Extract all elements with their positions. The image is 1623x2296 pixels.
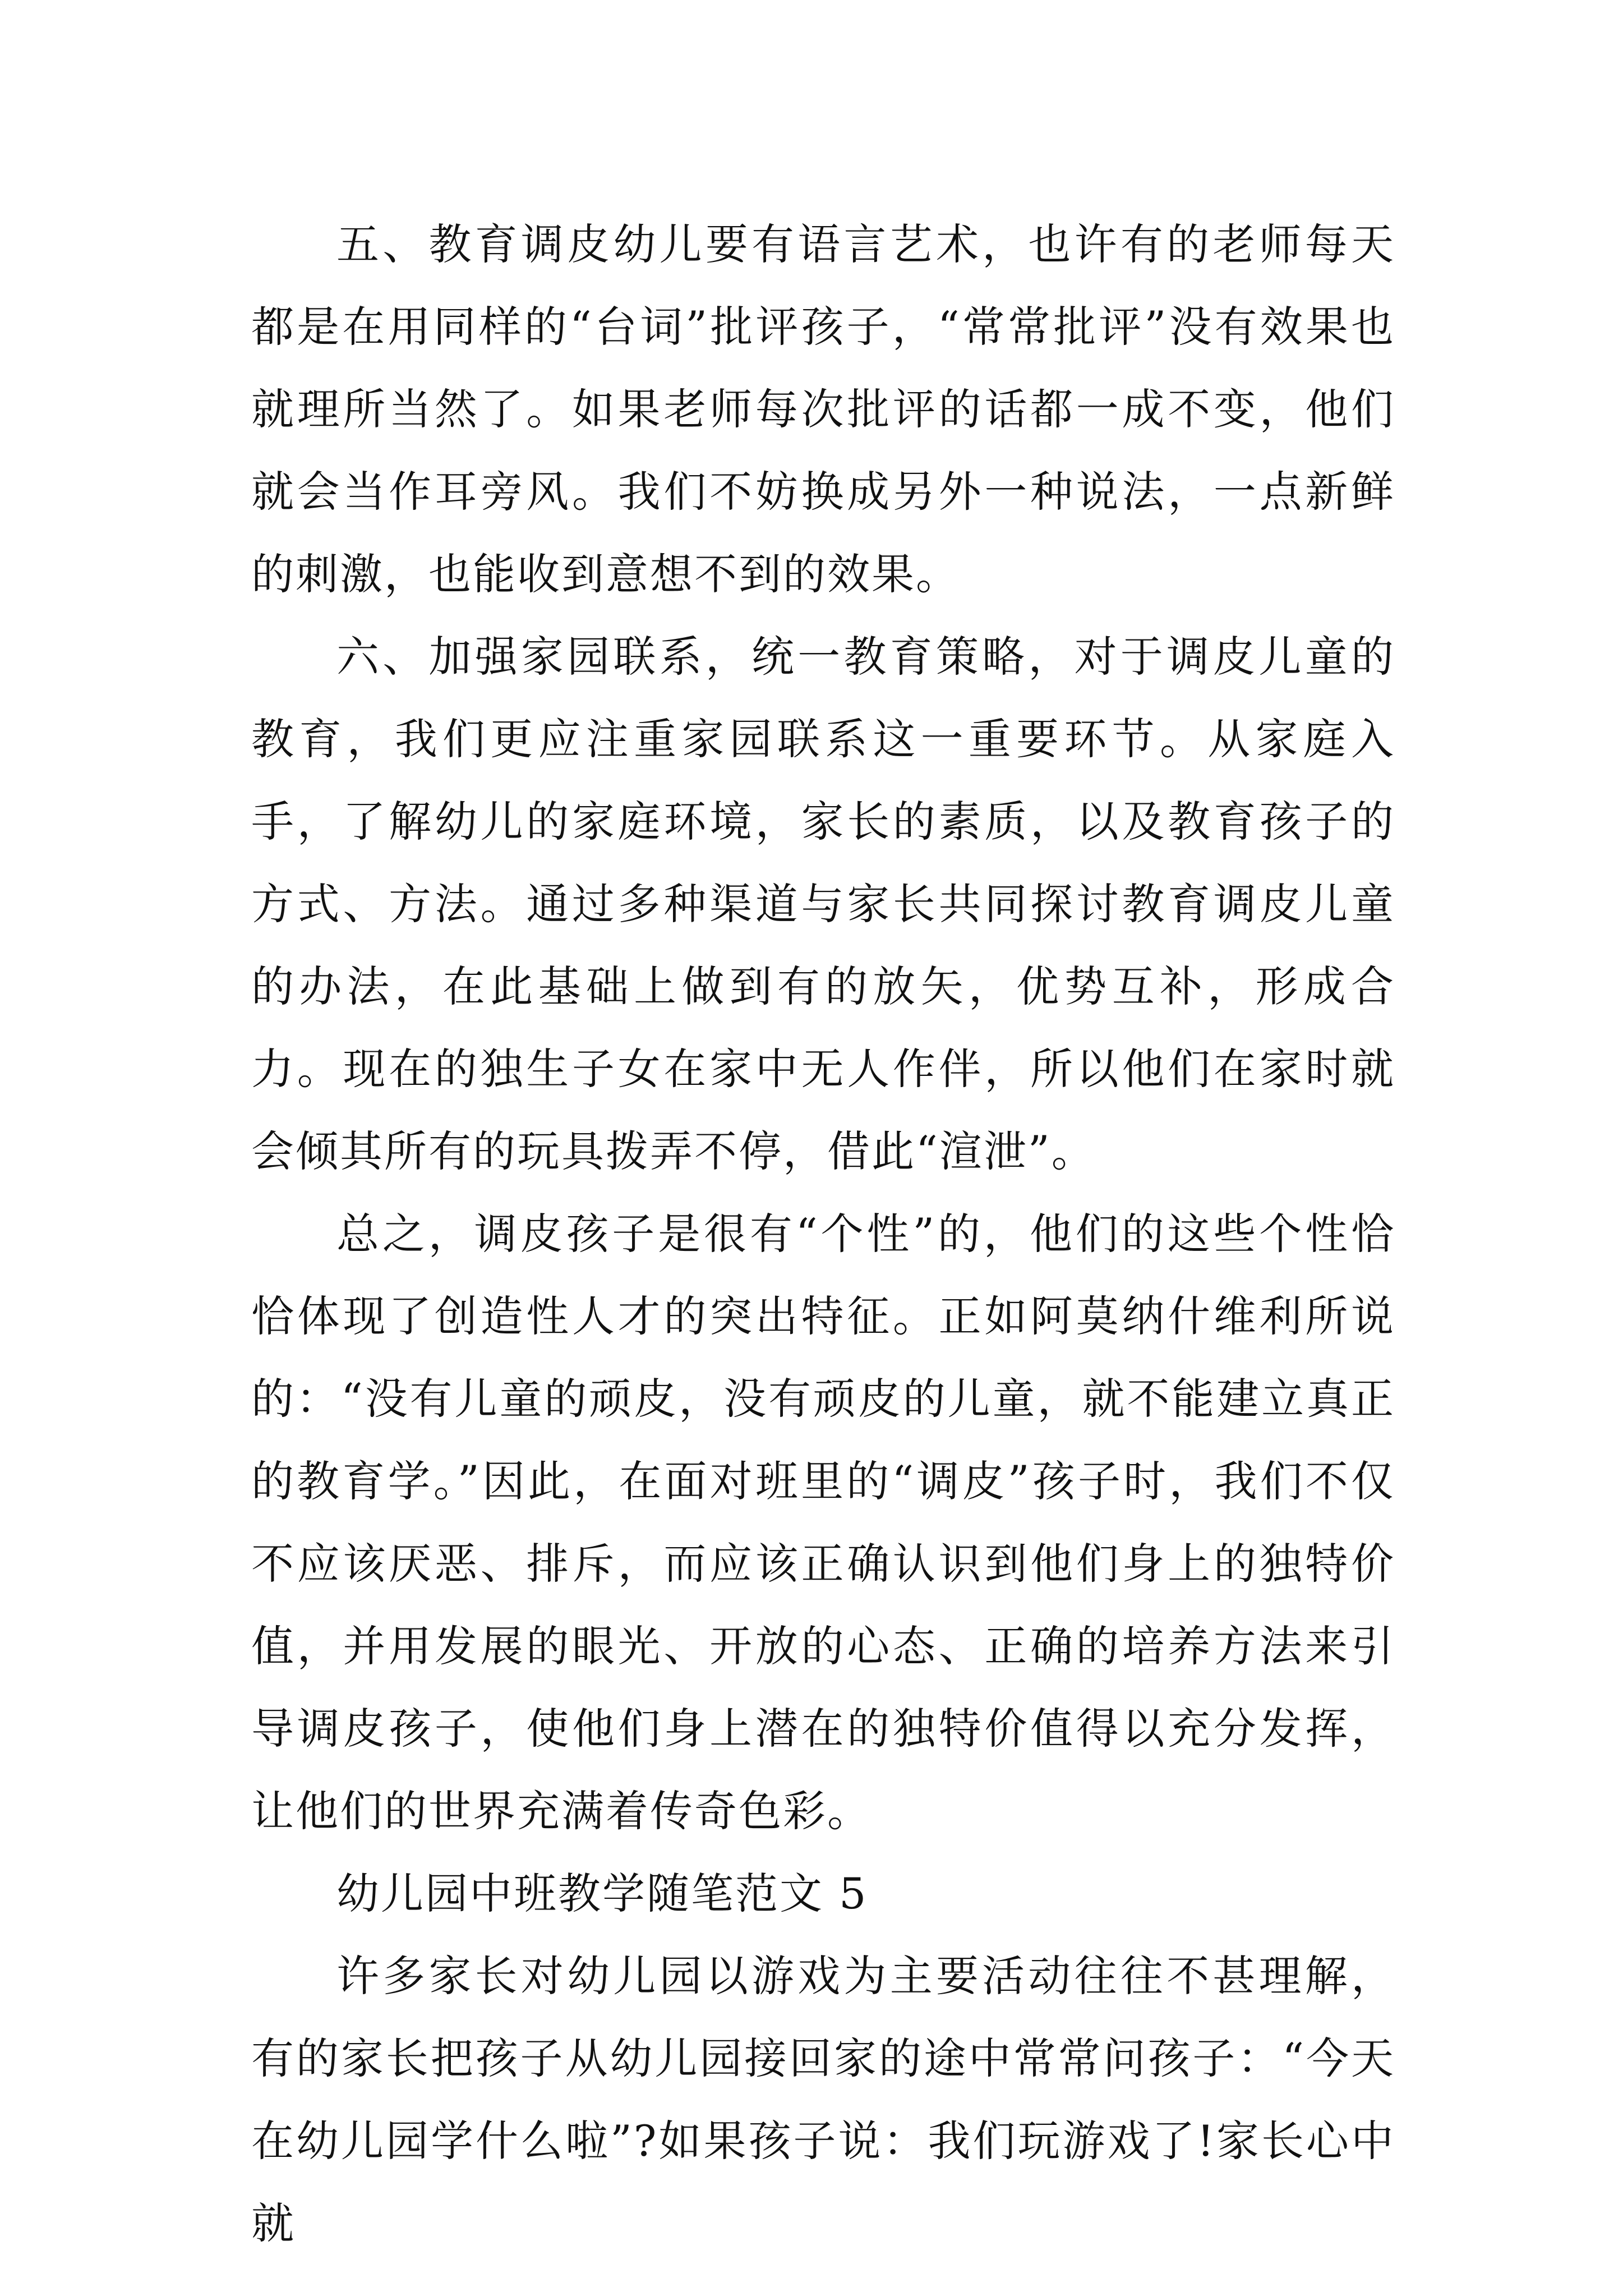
paragraph-five-language-art: 五、教育调皮幼儿要有语言艺术，也许有的老师每天都是在用同样的“台词”批评孩子，“常常批评”没有效果也就理所当然了。如果老师每次批评的话都一成不变，他们就会当作耳旁风。我们不妨换成另外一种说法，一点新鲜的刺激，也能收到意想不到的效果。 — [251, 219, 1395, 599]
paragraph-games-intro: 许多家长对幼儿园以游戏为主要活动往往不甚理解，有的家长把孩子从幼儿园接回家的途中常常问孩子：“今天在幼儿园学什么啦”?如果孩子说：我们玩游戏了!家长心中就 — [251, 1951, 1395, 2248]
document-body — [251, 203, 1395, 2265]
section-heading: 幼儿园中班教学随笔范文 5 — [336, 1869, 868, 1918]
paragraph-six-home-school-contact: 六、加强家园联系，统一教育策略，对于调皮儿童的教育，我们更应注重家园联系这一重要环节。从家庭入手，了解幼儿的家庭环境，家长的素质，以及教育孩子的方式、方法。通过多种渠道与家长共同探讨教育调皮儿童的办法，在此基础上做到有的放矢，优势互补，形成合力。现在的独生子女在家中无人作伴，所以他们在家时就会倾其所有的玩具拨弄不停，借此“渲泄”。 — [251, 632, 1395, 1176]
paragraph-conclusion: 总之，调皮孩子是很有“个性”的，他们的这些个性恰恰体现了创造性人才的突出特征。正如阿莫纳什维利所说的：“没有儿童的顽皮，没有顽皮的儿童，就不能建立真正的教育学。”因此，在面对班里的“调皮”孩子时，我们不仅不应该厌恶、排斥，而应该正确认识到他们身上的独特价值，并用发展的眼光、开放的心态、正确的培养方法来引导调皮孩子，使他们身上潜在的独特价值得以充分发挥，让他们的世界充满着传奇色彩。 — [251, 1209, 1395, 1836]
